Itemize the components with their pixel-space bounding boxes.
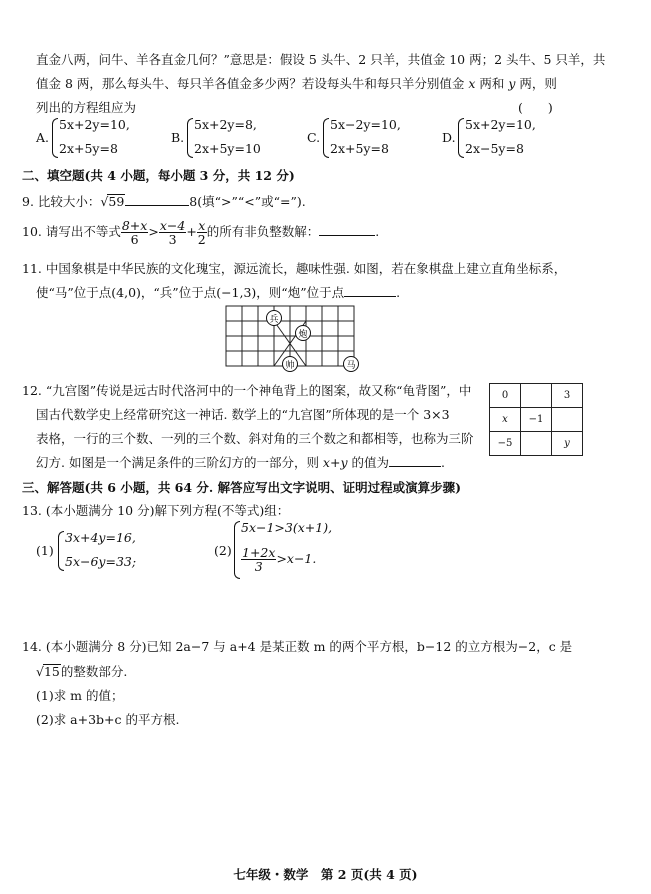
q8-line2: 值金 8 两，那么每头牛、每只羊各值金多少两？若设每头牛和每只羊分别值金 x 两和 y 两，则 bbox=[36, 76, 557, 91]
q13-part1-eq1: 3x+4y=16, bbox=[65, 530, 136, 545]
magic-square-row bbox=[490, 432, 583, 456]
magic-cell: 3 bbox=[552, 384, 583, 408]
q12-line2: 国古代数学史上经常研究这一神话. 数学上的“九宫图”所体现的是一个 3×3 bbox=[36, 407, 450, 422]
q13-part1-eq2: 5x−6y=33; bbox=[65, 554, 137, 569]
magic-cell bbox=[521, 432, 552, 456]
chess-board-figure bbox=[224, 302, 360, 374]
q13-part2-brace bbox=[234, 521, 240, 579]
option-a-eq2: 2x+5y=8 bbox=[59, 141, 118, 156]
magic-square-figure bbox=[489, 383, 583, 456]
magic-cell: 0 bbox=[490, 384, 521, 408]
q12-line3: 表格，一行的三个数、一列的三个数、斜对角的三个数之和都相等，也称为三阶 bbox=[36, 431, 474, 446]
piece-ma bbox=[344, 357, 359, 372]
q12-line4: 幻方. 如图是一个满足条件的三阶幻方的一部分，则 x+y 的值为 . bbox=[36, 455, 445, 470]
q14-radicand: 15 bbox=[43, 664, 60, 679]
q9: 9. 比较大小：√59 8(填“>”“<”或“=”). bbox=[22, 194, 306, 209]
sqrt-symbol: √ bbox=[100, 194, 109, 209]
q8-line1: 直金八两，问牛、羊各直金几何？”意思是：假设 5 头牛、2 只羊，共值金 10 两；2 头牛、5 只羊，共 bbox=[36, 52, 606, 67]
q11-line1: 11. 中国象棋是中华民族的文化瑰宝，源远流长，趣味性强. 如图，若在象棋盘上建立直角坐标系， bbox=[22, 261, 567, 276]
option-c-eq2: 2x+5y=8 bbox=[330, 141, 389, 156]
q14-line1: 14. (本小题满分 8 分)已知 2a−7 与 a+4 是某正数 m 的两个平方根，b−12 的立方根为−2，c 是 bbox=[22, 639, 573, 654]
q11-blank[interactable] bbox=[344, 296, 396, 297]
q13-part2-eq2: $\frac{1+2x}{3}$ >x−1. bbox=[242, 545, 317, 575]
option-b-brace bbox=[187, 118, 193, 158]
q10: 10. 请写出不等式 $\frac{8+x}{6}$ > $\frac{x-4}{3}$ + $\frac{x}{2}$ 的所有非负整数解： . bbox=[22, 218, 380, 248]
magic-cell: −1 bbox=[521, 408, 552, 432]
magic-cell: −5 bbox=[490, 432, 521, 456]
q13-part1-label: (1) bbox=[36, 543, 54, 558]
q10-fraction-3: $\frac{x}{2}$ bbox=[197, 218, 206, 248]
svg-text:炮: 炮 bbox=[298, 330, 308, 340]
q14-sub1: (1)求 m 的值； bbox=[36, 688, 124, 703]
option-c-brace bbox=[323, 118, 329, 158]
svg-text:兵: 兵 bbox=[269, 315, 279, 325]
magic-square-row bbox=[490, 384, 583, 408]
option-d-eq1: 5x+2y=10, bbox=[465, 117, 536, 132]
page-footer: 七年级・数学 第 2 页(共 4 页) bbox=[233, 867, 418, 882]
magic-cell: x bbox=[490, 408, 521, 432]
magic-cell: y bbox=[552, 432, 583, 456]
magic-square-row bbox=[490, 408, 583, 432]
q12-line1: 12. “九宫图”传说是远古时代洛河中的一个神龟背上的图案，故又称“龟背图”，中 bbox=[22, 383, 472, 398]
q9-radicand: 59 bbox=[108, 194, 125, 209]
q12-blank[interactable] bbox=[389, 466, 441, 467]
magic-cell bbox=[552, 408, 583, 432]
magic-cell bbox=[521, 384, 552, 408]
q13-part2-eq1: 5x−1>3(x+1), bbox=[241, 520, 333, 535]
piece-pao bbox=[296, 326, 311, 341]
option-d-label: D. bbox=[442, 130, 456, 145]
option-c-label: C. bbox=[307, 130, 321, 145]
q11-line2: 使“马”位于点(4,0)，“兵”位于点(−1,3)，则“炮”位于点 . bbox=[36, 285, 401, 300]
option-b-eq2: 2x+5y=10 bbox=[194, 141, 261, 156]
sqrt-symbol: √ bbox=[36, 664, 44, 679]
option-a-eq1: 5x+2y=10, bbox=[59, 117, 130, 132]
q10-blank[interactable] bbox=[319, 235, 375, 236]
q14-sub2: (2)求 a+3b+c 的平方根. bbox=[36, 712, 180, 727]
option-d-eq2: 2x−5y=8 bbox=[465, 141, 524, 156]
svg-text:马: 马 bbox=[346, 361, 356, 371]
option-b-eq1: 5x+2y=8, bbox=[194, 117, 257, 132]
q13-part2-label: (2) bbox=[214, 543, 232, 558]
option-c-eq1: 5x−2y=10, bbox=[330, 117, 401, 132]
option-d-brace bbox=[458, 118, 464, 158]
piece-bing bbox=[267, 311, 282, 326]
svg-text:帅: 帅 bbox=[285, 361, 295, 371]
option-a-brace bbox=[52, 118, 58, 158]
answer-paren: ( ) bbox=[518, 100, 553, 115]
q13-part2-fraction: $\frac{1+2x}{3}$ bbox=[242, 545, 276, 575]
magic-square-table bbox=[489, 383, 583, 456]
piece-shuai bbox=[283, 357, 298, 372]
q10-fraction-2: $\frac{x-4}{3}$ bbox=[159, 218, 186, 248]
q10-fraction-1: $\frac{8+x}{6}$ bbox=[121, 218, 148, 248]
q9-blank[interactable] bbox=[125, 205, 189, 206]
q14-line2: √15的整数部分. bbox=[36, 664, 128, 679]
q13-part1-brace bbox=[58, 531, 64, 571]
section-3-title: 三、解答题(共 6 小题，共 64 分. 解答应写出文字说明、证明过程或演算步骤) bbox=[22, 480, 462, 495]
section-2-title: 二、填空题(共 4 小题，每小题 3 分，共 12 分) bbox=[22, 168, 295, 183]
option-a-label: A. bbox=[36, 130, 50, 145]
q8-line3: 列出的方程组应为 bbox=[36, 100, 137, 115]
q13-head: 13. (本小题满分 10 分)解下列方程(不等式)组： bbox=[22, 503, 290, 518]
option-b-label: B. bbox=[171, 130, 185, 145]
